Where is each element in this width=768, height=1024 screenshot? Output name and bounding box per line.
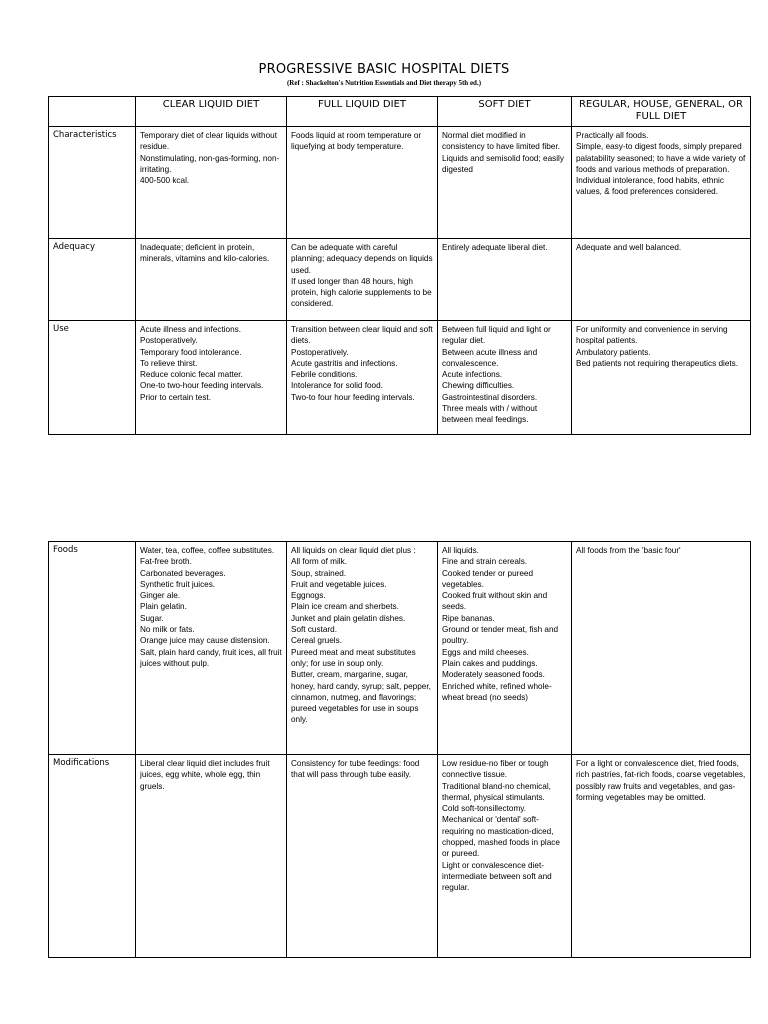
cell-text: Traditional bland-no chemical, thermal, physical stimulants.	[442, 781, 551, 802]
header-cell-empty	[49, 97, 136, 127]
cell-text: Practically all foods.	[576, 131, 649, 140]
table-cell	[287, 542, 438, 755]
cell-text: Liquids and semisolid food; easily digested	[442, 153, 564, 174]
cell-text: One-to two-hour feeding intervals.	[140, 381, 264, 391]
cell-text: Soup, strained.	[291, 568, 347, 578]
row-label: Use	[49, 321, 136, 435]
cell-text: Fine and strain cereals.	[442, 557, 528, 567]
cell-text: Cereal gruels.	[291, 636, 342, 646]
header-soft-diet: SOFT DIET	[438, 97, 572, 127]
cell-text: Simple, easy-to digest foods, simply prepared palatability seasoned; to have a wide variety of foods and various methods of preparation.	[576, 142, 746, 174]
header-regular-diet: REGULAR, HOUSE, GENERAL, OR FULL DIET	[572, 97, 751, 127]
table-cell	[572, 239, 751, 321]
cell-text: Nonstimulating, non-gas-forming, non-irritating.	[140, 153, 280, 174]
table-row	[49, 321, 751, 435]
cell-text: 400-500 kcal.	[140, 176, 190, 186]
cell-text: Acute infections.	[442, 370, 503, 380]
row-label: Adequacy	[49, 239, 136, 321]
diet-table-bottom	[48, 541, 751, 958]
cell-text: Junket and plain gelatin dishes.	[291, 613, 406, 623]
table-cell	[136, 239, 287, 321]
table-row	[49, 239, 751, 321]
cell-text: All liquids on clear liquid diet plus :	[291, 546, 416, 555]
table-row	[49, 755, 751, 958]
cell-text: Acute gastritis and infections.	[291, 358, 398, 368]
table-cell	[287, 321, 438, 435]
cell-text: Cooked fruit without skin and seeds.	[442, 591, 548, 612]
cell-text: Normal diet modified in consistency to have limited fiber.	[442, 131, 560, 152]
cell-text: Adequate and well balanced.	[576, 243, 682, 252]
cell-text: No milk or fats.	[140, 625, 195, 635]
cell-text: Three meals with / without between meal feedings.	[442, 404, 538, 425]
cell-text: For uniformity and convenience in serving hospital patients.	[576, 325, 728, 346]
table-cell	[572, 755, 751, 958]
cell-text: Liberal clear liquid diet includes fruit juices, egg white, whole egg, thin gruels.	[140, 759, 270, 791]
diet-table-top	[48, 96, 751, 435]
cell-text: Light or convalescence diet-intermediate between soft and regular.	[442, 860, 552, 893]
cell-text: Temporary diet of clear liquids without residue.	[140, 131, 277, 152]
cell-text: Cooked tender or pureed vegetables.	[442, 568, 534, 589]
cell-text: Ground or tender meat, fish and poultry.	[442, 625, 559, 646]
cell-text: Transition between clear liquid and soft diets.	[291, 325, 433, 346]
cell-text: Intolerance for solid food.	[291, 381, 383, 391]
cell-text: Cold soft-tonsillectomy.	[442, 804, 527, 814]
table-cell	[136, 542, 287, 755]
cell-text: Eggs and mild cheeses.	[442, 647, 529, 657]
cell-text: If used longer than 48 hours, high protein, high calorie supplements to be considered.	[291, 276, 432, 309]
table-row	[49, 542, 751, 755]
cell-text: Mechanical or 'dental' soft-requiring no mastication-diced, chopped, mashed foods in place or pureed.	[442, 815, 560, 859]
cell-text: Moderately seasoned foods.	[442, 670, 545, 680]
table-cell	[136, 127, 287, 239]
cell-text: Reduce colonic fecal matter.	[140, 370, 243, 380]
cell-text: Febrile conditions.	[291, 370, 358, 380]
cell-text: Sugar.	[140, 613, 164, 623]
row-label: Characteristics	[49, 127, 136, 239]
cell-text: Plain gelatin.	[140, 602, 187, 612]
cell-text: Butter, cream, margarine, sugar, honey, hard candy, syrup; salt, pepper, cinnamon, nutmeg, and flavorings; pureed vegetables for use in soups only.	[291, 670, 431, 725]
cell-text: All form of milk.	[291, 557, 347, 567]
cell-text: To relieve thirst.	[140, 358, 198, 368]
table-cell	[438, 239, 572, 321]
table-cell	[287, 755, 438, 958]
table-cell	[438, 755, 572, 958]
cell-text: Acute illness and infections.	[140, 325, 242, 334]
cell-text: Ginger ale.	[140, 591, 181, 601]
cell-text: For a light or convalescence diet, fried foods, rich pastries, fat-rich foods, coarse vegetables, possibly raw fruits and vegetables, and gas-forming vegetables may be omitted.	[576, 759, 746, 802]
header-clear-liquid-diet: CLEAR LIQUID DIET	[136, 97, 287, 127]
cell-text: Fat-free broth.	[140, 557, 192, 567]
header-full-liquid-diet: FULL LIQUID DIET	[287, 97, 438, 127]
table-cell	[136, 755, 287, 958]
cell-text: Soft custard.	[291, 625, 337, 635]
row-label: Modifications	[49, 755, 136, 958]
cell-text: Prior to certain test.	[140, 392, 211, 402]
cell-text: Between acute illness and convalescence.	[442, 347, 538, 368]
cell-text: Carbonated beverages.	[140, 568, 226, 578]
cell-text: Postoperatively.	[291, 347, 349, 357]
cell-text: Ambulatory patients.	[576, 347, 651, 357]
table-row	[49, 127, 751, 239]
table-cell	[287, 239, 438, 321]
cell-text: Chewing difficulties.	[442, 381, 515, 391]
cell-text: Eggnogs.	[291, 591, 326, 601]
cell-text: Inadequate; deficient in protein, minerals, vitamins and kilo-calories.	[140, 243, 270, 264]
table-cell	[438, 542, 572, 755]
cell-text: Ripe bananas.	[442, 613, 495, 623]
table-cell	[287, 127, 438, 239]
cell-text: Orange juice may cause distension.	[140, 636, 270, 646]
cell-text: Two-to four hour feeding intervals.	[291, 392, 415, 402]
cell-text: Pureed meat and meat substitutes only; for use in soup only.	[291, 647, 416, 668]
page-title: PROGRESSIVE BASIC HOSPITAL DIETS	[258, 62, 510, 77]
cell-text: Consistency for tube feedings: food that will pass through tube easily.	[291, 759, 420, 780]
table-cell	[572, 321, 751, 435]
cell-text: Temporary food intolerance.	[140, 347, 242, 357]
cell-text: Fruit and vegetable juices.	[291, 579, 387, 589]
cell-text: Plain ice cream and sherbets.	[291, 602, 399, 612]
cell-text: Enriched white, refined whole-wheat bread (no seeds)	[442, 681, 552, 702]
cell-text: All foods from the 'basic four'	[576, 546, 681, 555]
cell-text: Plain cakes and puddings.	[442, 658, 538, 668]
cell-text: Low residue-no fiber or tough connective tissue.	[442, 759, 549, 780]
row-label: Foods	[49, 542, 136, 755]
cell-text: Between full liquid and light or regular diet.	[442, 325, 551, 346]
table-cell	[572, 127, 751, 239]
cell-text: Synthetic fruit juices.	[140, 579, 216, 589]
table-cell	[438, 127, 572, 239]
cell-text: Individual intolerance, food habits, ethnic values, & food preferences considered.	[576, 176, 724, 197]
page-subtitle: (Ref : Shackelton's Nutrition Essentials and Diet therapy 5th ed.)	[286, 79, 482, 87]
cell-text: Salt, plain hard candy, fruit ices, all fruit juices without pulp.	[140, 647, 282, 668]
cell-text: Water, tea, coffee, coffee substitutes.	[140, 546, 275, 555]
cell-text: Can be adequate with careful planning; adequacy depends on liquids used.	[291, 243, 433, 275]
table-cell	[438, 321, 572, 435]
cell-text: Bed patients not requiring therapeutics diets.	[576, 358, 739, 368]
cell-text: All liquids.	[442, 546, 479, 555]
table-cell	[136, 321, 287, 435]
cell-text: Entirely adequate liberal diet.	[442, 243, 548, 252]
table-cell	[572, 542, 751, 755]
cell-text: Foods liquid at room temperature or liquefying at body temperature.	[291, 131, 422, 152]
cell-text: Gastrointestinal disorders.	[442, 392, 538, 402]
cell-text: Postoperatively.	[140, 336, 198, 346]
